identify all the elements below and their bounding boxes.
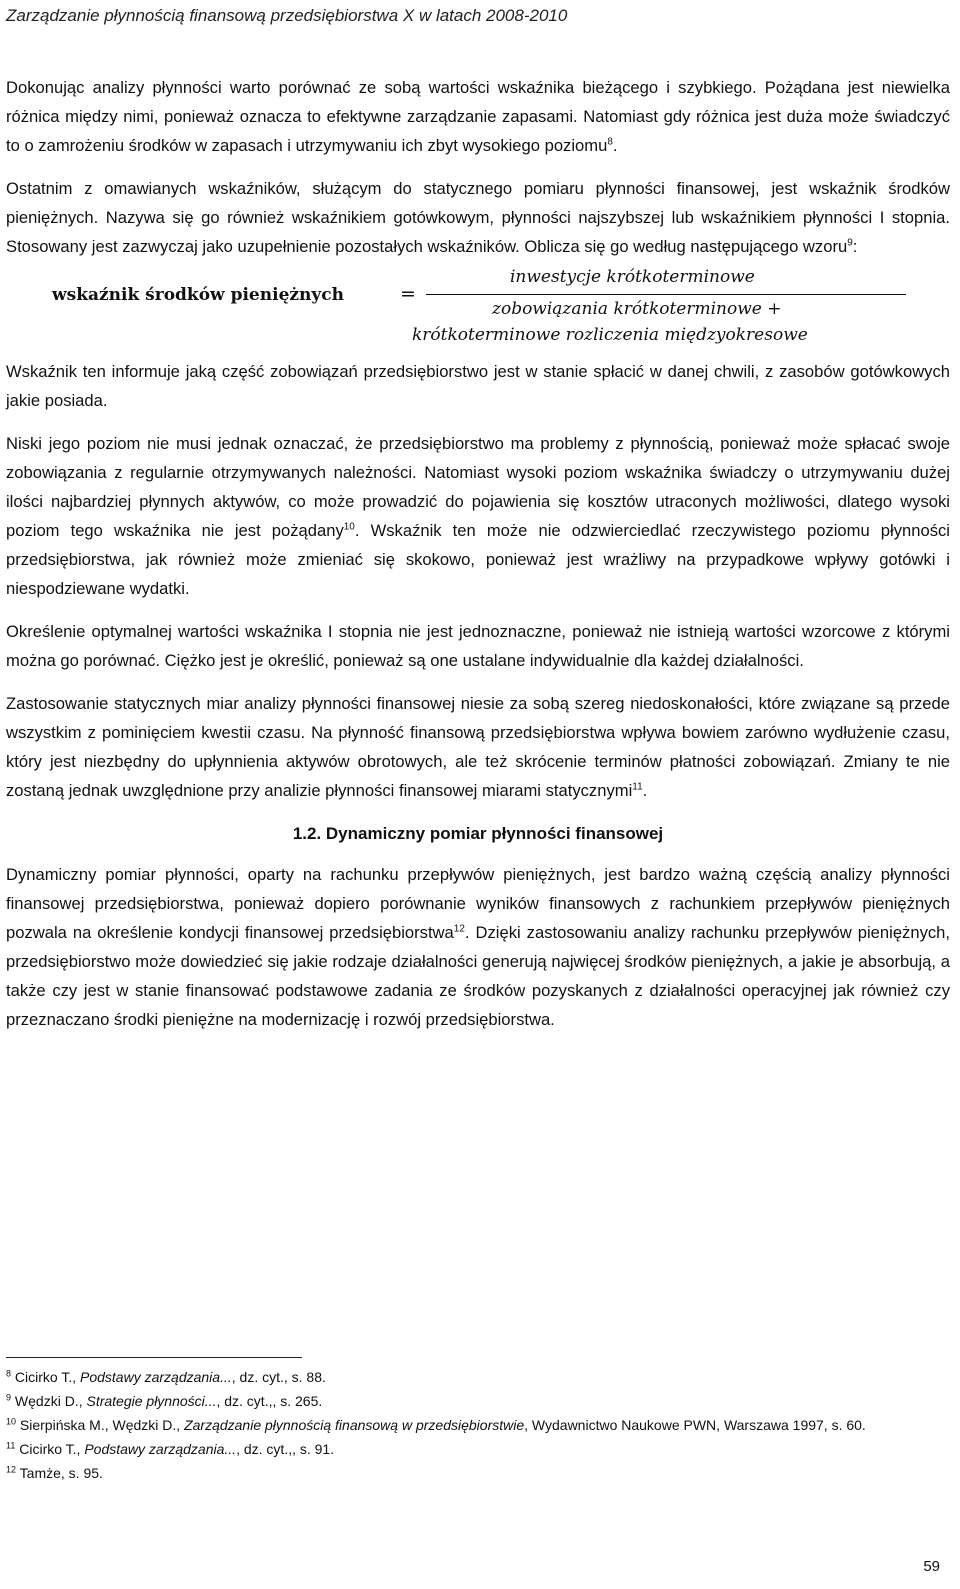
footnote-10: $^{10}$ Sierpińska M., Wędzki D., Zarządzanie płynnością finansową w przedsiębiorstwie, Wydawnictwo Naukowe PWN, Warszawa 1997, s. 60. bbox=[6, 1416, 866, 1433]
footnote-ref-9[interactable]: 9 bbox=[847, 237, 853, 249]
page-number: 59 bbox=[923, 1558, 940, 1575]
footnote-ref-12[interactable]: 12 bbox=[453, 923, 465, 935]
footnote-ref-11[interactable]: 11 bbox=[632, 781, 643, 793]
paragraph-2: Ostatnim z omawianych wskaźników, służącym do statycznego pomiaru płynności finansowej, jest wskaźnik środków pieniężnych. Nazywa się go również wskaźnikiem gotówkowym, płynności najszybszej lub wskaźnikiem płynności I stopnia. Stosowany jest zazwyczaj jako uzupełnienie pozostałych wskaźników. Oblicza się go według następującego wzoru$^9$: bbox=[6, 179, 950, 256]
running-header: Zarządzanie płynnością finansową przedsiębiorstwa X w latach 2008-2010 bbox=[6, 6, 568, 25]
footnote-11: $^{11}$ Cicirko T., Podstawy zarządzania..., dz. cyt.,, s. 91. bbox=[6, 1440, 335, 1457]
paragraph-6: Zastosowanie statycznych miar analizy płynności finansowej niesie za sobą szereg niedoskonałości, które związane są przede wszystkim z pominięciem kwestii czasu. Na płynność finansową przedsiębiorstwa wpływa bowiem zarówno wydłużenie czasu, który jest niezbędny do upłynnienia aktywów obrotowych, ale też skrócenie terminów płatności zobowiązań. Zmiany te nie zostaną jednak uwzględnione przy analizie płynności finansowej miarami statycznymi$^{11}$. bbox=[6, 694, 950, 800]
section-heading: 1.2. Dynamiczny pomiar płynności finansowej bbox=[292, 824, 664, 843]
footnote-ref-8[interactable]: 8 bbox=[607, 136, 613, 148]
formula-denominator-line-1: zobowiązania krótkoterminowe + bbox=[492, 299, 782, 319]
footnote-12: $^{12}$ Tamże, s. 95. bbox=[6, 1464, 103, 1481]
formula-numerator: inwestycje krótkoterminowe bbox=[510, 267, 755, 287]
paragraph-7: Dynamiczny pomiar płynności, oparty na rachunku przepływów pieniężnych, jest bardzo ważną częścią analizy płynności finansowej przedsiębiorstwa, ponieważ dopiero porównanie wyników finansowych z rachunkiem przepływów pieniężnych pozwala na określenie kondycji finansowej przedsiębiorstwa$^{12}$. Dzięki zastosowaniu analizy rachunku przepływów pieniężnych, przedsiębiorstwo może dowiedzieć się jakie rodzaje działalności generują najwięcej środków pieniężnych, a jakie je absorbują, a także czy jest w stanie finansować podstawowe zadania ze środków pozyskanych z działalności operacyjnej jak również czy przeznaczano środki pieniężne na modernizację i rozwój przedsiębiorstwa. bbox=[6, 865, 950, 1029]
footnotes bbox=[6, 1366, 916, 1486]
formula-denominator-line-2: krótkoterminowe rozliczenia międzyokresowe bbox=[412, 325, 808, 345]
paragraph-1: Dokonując analizy płynności warto porównać ze sobą wartości wskaźnika bieżącego i szybkiego. Pożądana jest niewielka różnica między nimi, ponieważ oznacza to efektywne zarządzanie zapasami. Natomiast gdy różnica jest duża może świadczyć to o zamrożeniu środków w zapasach i utrzymywaniu ich zbyt wysokiego poziomu$^8$. bbox=[6, 78, 950, 155]
footnote-ref-10[interactable]: 10 bbox=[343, 521, 355, 533]
main-text bbox=[6, 73, 950, 1048]
formula-lhs: wskaźnik środków pieniężnych bbox=[52, 285, 344, 305]
footnote-8: $^8$ Cicirko T., Podstawy zarządzania..., dz. cyt., s. 88. bbox=[6, 1368, 326, 1385]
formula-equals: = bbox=[400, 283, 416, 305]
paragraph-5: Określenie optymalnej wartości wskaźnika I stopnia nie jest jednoznaczne, ponieważ nie istnieją wartości wzorcowe z którymi można go porównać. Ciężko jest je określić, ponieważ są one ustalane indywidualnie dla każdej działalności. bbox=[6, 622, 950, 670]
cash-ratio-formula bbox=[6, 267, 950, 349]
paragraph-3: Wskaźnik ten informuje jaką część zobowiązań przedsiębiorstwo jest w stanie spłacić w danej chwili, z zasobów gotówkowych jakie posiada. bbox=[6, 362, 950, 410]
footnote-9: $^9$ Wędzki D., Strategie płynności..., dz. cyt.,, s. 265. bbox=[6, 1392, 323, 1409]
fraction-bar bbox=[426, 294, 906, 295]
paragraph-4: Niski jego poziom nie musi jednak oznaczać, że przedsiębiorstwo ma problemy z płynnością, ponieważ może spłacać swoje zobowiązania z regularnie otrzymywanych należności. Natomiast wysoki poziom wskaźnika świadczy o utrzymywaniu dużej ilości najbardziej płynnych aktywów, co może prowadzić do pojawienia się kosztów utraconych możliwości, dlatego wysoki poziom tego wskaźnika nie jest pożądany$^{10}$. Wskaźnik ten może nie odzwierciedlać rzeczywistego poziomu płynności przedsiębiorstwa, jak również może zmieniać się skokowo, ponieważ jest wrażliwy na przypadkowe wpływy gotówki i niespodziewane wydatki. bbox=[6, 434, 950, 598]
footnote-separator bbox=[6, 1357, 302, 1358]
